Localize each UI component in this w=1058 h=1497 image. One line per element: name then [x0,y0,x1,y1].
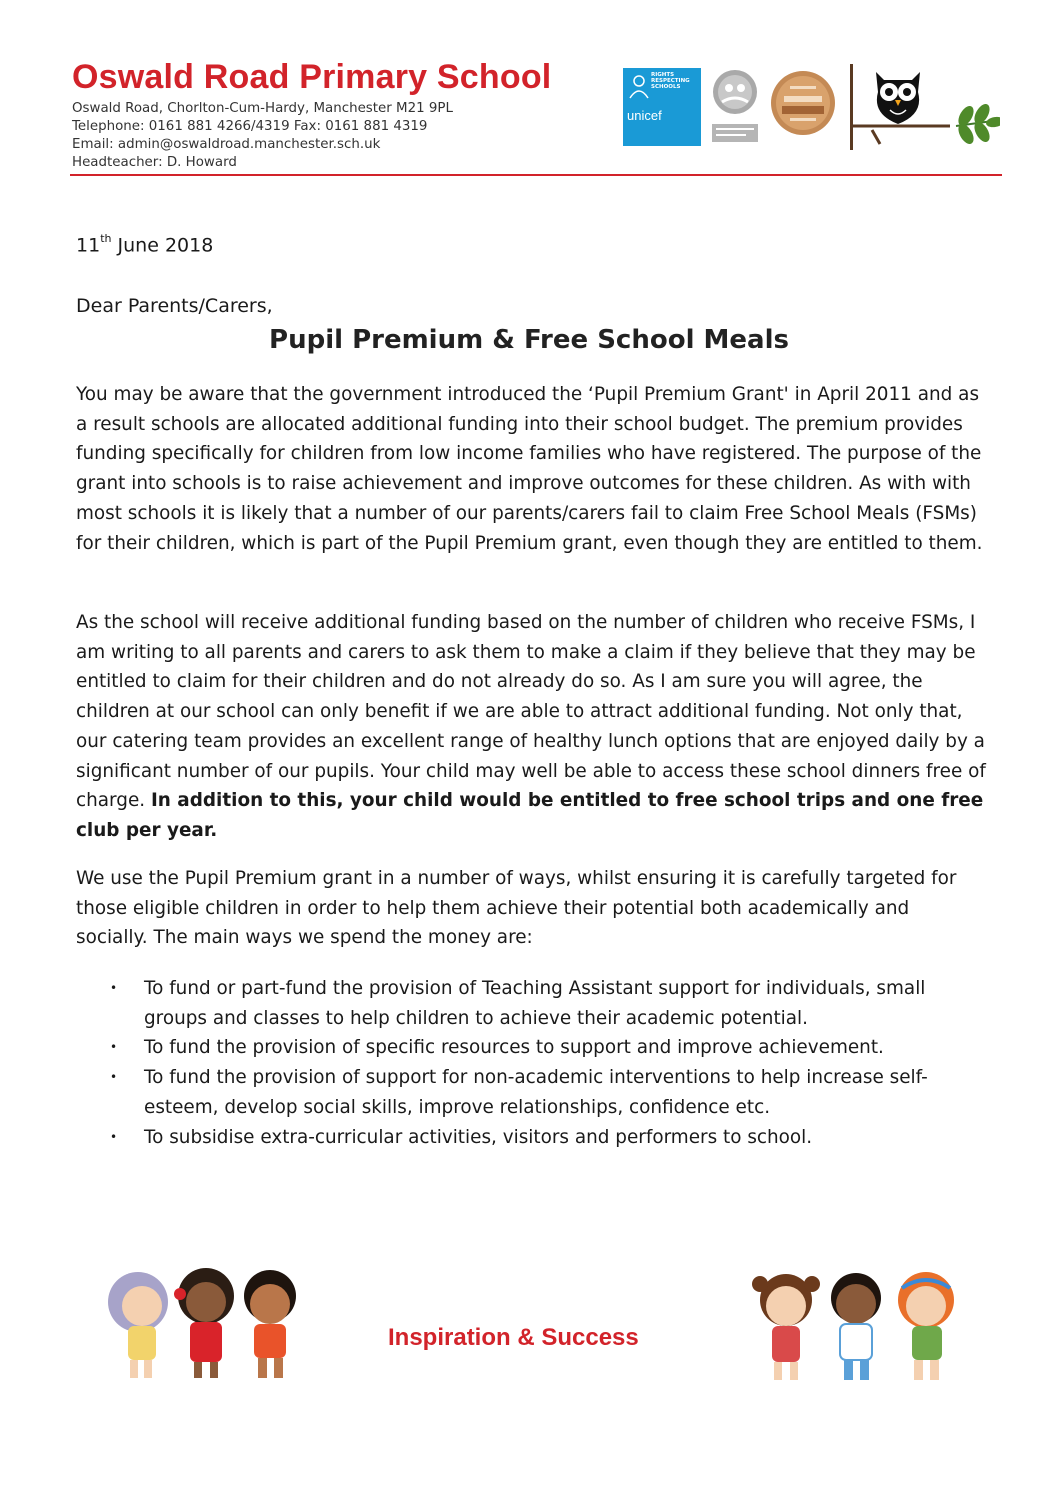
branch-leaves-icon [850,104,1000,152]
spending-list [108,974,978,1152]
school-telephone: Telephone: 0161 881 4266/4319 Fax: 0161 881 4319 [72,119,428,134]
school-name: Oswald Road Primary School [72,58,552,96]
school-email: Email: admin@oswaldroad.manchester.sch.uk [72,137,381,152]
paragraph-1: You may be aware that the government introduced the ‘Pupil Premium Grant' in April 2011 and as a result schools are allocated additional funding into their school budget. The premium provides funding specifically for children from low income families who have registered. The purpose of the grant into schools is to raise achievement and improve outcomes for these children. As with with most schools it is likely that a number of our parents/carers fail to claim Free School Meals (FSMs) for their children, which is part of the Pupil Premium grant, even though they are entitled to them. [76,384,983,554]
letter-date: 11th June 2018 [76,232,214,257]
list-item: • To subsidise extra-curricular activities, visitors and performers to school. [108,1123,978,1153]
salutation: Dear Parents/Carers, [76,295,273,317]
children-illustration-right [746,1266,966,1388]
unicef-rights-respecting-badge: RIGHTS RESPECTING SCHOOLS unicef [623,68,701,146]
list-item: • To fund the provision of support for non-academic interventions to help increase self-esteem, develop social skills, improve relationships, confidence etc. [108,1063,978,1122]
list-item: • To fund the provision of specific resources to support and improve achievement. [108,1033,978,1063]
paragraph-2: As the school will receive additional funding based on the number of children who receive FSMs, I am writing to all parents and carers to ask them to make a claim if they believe that they may be entitled to claim for their children and do not already do so. As I am sure you will agree, the children at our school can only benefit if we are able to attract additional funding. Not only that, our catering team provides an excellent range of healthy lunch options that are enjoyed daily by a significant number of our pupils. Your child may well be able to access these school dinners free of charge. In addition to this, your child would be entitled to free school trips and one free club per year. [76,612,986,841]
letter-title: Pupil Premium & Free School Meals [269,325,789,355]
quality-mark-badge [708,68,762,146]
school-headteacher: Headteacher: D. Howard [72,155,237,170]
paragraph-3: We use the Pupil Premium grant in a number of ways, whilst ensuring it is carefully targeted for those eligible children in order to help them achieve their potential both academically and socially. The main ways we spend the money are: [76,868,957,949]
list-item: • To fund or part-fund the provision of Teaching Assistant support for individuals, small groups and classes to help children to achieve their academic potential. [108,974,978,1033]
children-illustration-left [98,1266,312,1384]
header-rule [70,174,1002,176]
school-games-bronze-badge [770,70,836,136]
school-motto: Inspiration & Success [388,1324,639,1351]
school-address: Oswald Road, Chorlton-Cum-Hardy, Manchester M21 9PL [72,101,453,116]
